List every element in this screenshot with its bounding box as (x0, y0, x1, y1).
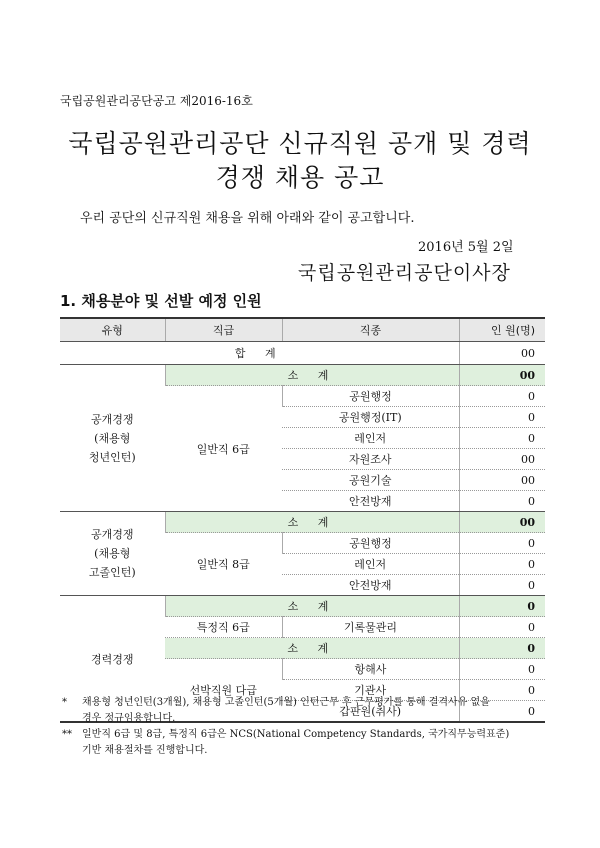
section-title: 1. 채용분야 및 선발 예정 인원 (60, 292, 262, 310)
title-line-2: 경쟁 채용 공고 (215, 163, 385, 192)
group-type-line: 고졸인턴) (88, 566, 136, 579)
subtotal-label: 소 계 (165, 596, 459, 617)
group-type-line: (채용형 (94, 431, 131, 445)
header-count: 인 원(명) (459, 318, 545, 342)
group-type-line: 청년인턴) (88, 450, 136, 464)
count-cell: 0 (459, 617, 545, 638)
job-cell: 레인저 (282, 428, 459, 449)
total-label: 합 계 (60, 342, 459, 365)
count-cell: 0 (459, 554, 545, 575)
title-line-1: 국립공원관리공단 신규직원 공개 및 경력 (68, 129, 532, 158)
total-row (60, 342, 545, 365)
count-cell: 0 (459, 386, 545, 407)
job-cell: 기관사 (282, 680, 459, 701)
subtotal-label: 소 계 (165, 512, 459, 533)
subtotal-value: 00 (459, 365, 545, 386)
group-type-cell (60, 365, 165, 512)
table-row (60, 512, 545, 533)
count-cell: 0 (459, 659, 545, 680)
footnote-text: 일반직 6급 및 8급, 특정직 6급은 NCS(National Competency Standards, 국가직무능력표준) (82, 729, 510, 740)
header-type: 유형 (60, 318, 165, 342)
count-cell: 0 (459, 491, 545, 512)
footnote-line (62, 695, 552, 711)
grade-cell: 선박직원 다급 (165, 659, 282, 723)
intro-text: 우리 공단의 신규직원 채용을 위해 아래와 같이 공고합니다. (80, 211, 415, 226)
job-cell: 기록물관리 (282, 617, 459, 638)
footnote-mark: ** (62, 729, 72, 740)
subtotal-label: 소 계 (165, 638, 459, 659)
count-cell: 00 (459, 449, 545, 470)
footnote-line: 경우 정규임용합니다. (82, 713, 176, 724)
table-row (60, 596, 545, 617)
grade-cell: 일반직 8급 (165, 533, 282, 596)
job-cell: 공원행정(IT) (282, 407, 459, 428)
group-type-line: 공개경쟁 (90, 528, 134, 541)
subtotal-value: 0 (459, 596, 545, 617)
job-cell: 공원행정 (282, 533, 459, 554)
grade-cell: 특정직 6급 (165, 617, 282, 638)
recruitment-table (60, 317, 545, 723)
job-cell: 레인저 (282, 554, 459, 575)
footnote-1 (62, 695, 552, 727)
table-row (60, 365, 545, 386)
group-type-line: (채용형 (94, 547, 131, 560)
notice-date: 2016년 5월 2일 (418, 240, 514, 255)
job-cell: 공원기술 (282, 470, 459, 491)
count-cell: 0 (459, 533, 545, 554)
count-cell: 0 (459, 428, 545, 449)
header-grade: 직급 (165, 318, 282, 342)
job-cell: 공원행정 (282, 386, 459, 407)
group-type-line: 공개경쟁 (90, 412, 134, 426)
group-type-cell: 경력경쟁 (60, 596, 165, 723)
subtotal-label: 소 계 (165, 365, 459, 386)
job-cell: 안전방재 (282, 491, 459, 512)
issuer-name: 국립공원관리공단이사장 (298, 262, 511, 284)
total-value: 00 (459, 342, 545, 365)
subtotal-value: 0 (459, 638, 545, 659)
grade-cell: 일반직 6급 (165, 386, 282, 512)
footnote-mark: * (62, 697, 67, 708)
group-type-cell (60, 512, 165, 596)
notice-number: 국립공원관리공단공고 제2016-16호 (60, 94, 253, 108)
job-cell: 자원조사 (282, 449, 459, 470)
count-cell: 0 (459, 407, 545, 428)
header-job: 직종 (282, 318, 459, 342)
job-cell: 항해사 (282, 659, 459, 680)
footnote-text: 채용형 청년인턴(3개월), 채용형 고졸인턴(5개월) 인턴근무 후 근무평가를 통해 결격사유 없을 (82, 697, 490, 708)
footnote-line (62, 727, 552, 743)
job-cell: 안전방재 (282, 575, 459, 596)
subtotal-value: 00 (459, 512, 545, 533)
footnote-2 (62, 727, 552, 759)
job-cell: 갑판원(취사) (282, 701, 459, 723)
footnote-line: 기반 채용절차를 진행합니다. (82, 745, 208, 756)
count-cell: 00 (459, 470, 545, 491)
table-header-row (60, 318, 545, 342)
count-cell: 0 (459, 575, 545, 596)
count-cell: 0 (459, 680, 545, 701)
count-cell: 0 (459, 701, 545, 723)
